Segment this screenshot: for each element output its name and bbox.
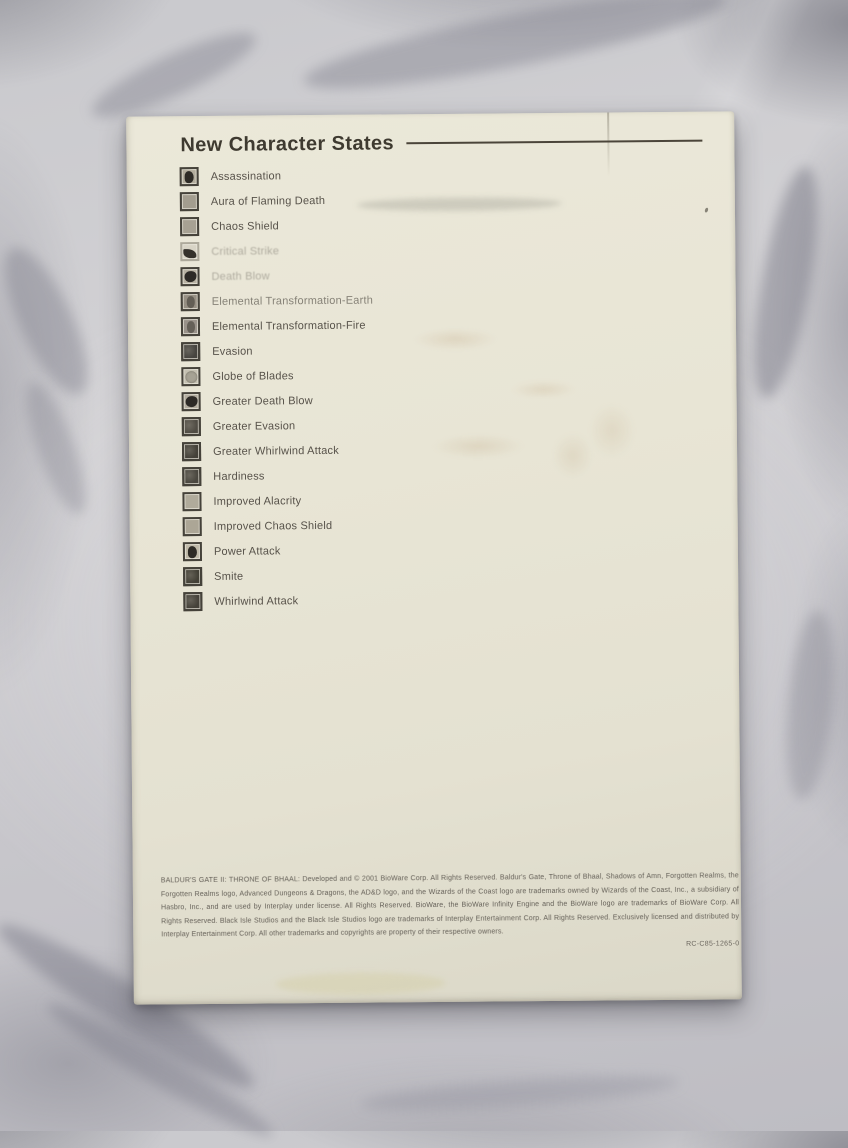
smite-glyph bbox=[185, 569, 200, 584]
smite-icon bbox=[183, 567, 202, 586]
globe-of-blades-icon bbox=[181, 367, 200, 386]
power-attack-icon bbox=[183, 542, 202, 561]
state-label: Smite bbox=[214, 570, 244, 583]
state-label: Improved Chaos Shield bbox=[213, 519, 333, 533]
assassination-icon bbox=[180, 167, 199, 186]
greater-evasion-glyph bbox=[184, 419, 199, 434]
list-item bbox=[181, 288, 374, 315]
death-blow-glyph bbox=[184, 271, 196, 282]
list-item bbox=[180, 213, 373, 240]
state-label: Hardiness bbox=[213, 469, 265, 483]
evasion-icon bbox=[181, 342, 200, 361]
greater-evasion-icon bbox=[182, 417, 201, 436]
list-item bbox=[182, 438, 375, 465]
product-code: RC-C85-1265-0 bbox=[686, 940, 740, 948]
power-attack-glyph bbox=[188, 546, 197, 558]
state-label: Elemental Transformation-Fire bbox=[211, 319, 366, 333]
state-label: Chaos Shield bbox=[211, 219, 279, 233]
evasion-glyph bbox=[183, 344, 198, 359]
elemental-transformation-earth-glyph bbox=[186, 296, 194, 308]
state-label: Globe of Blades bbox=[212, 369, 294, 383]
state-label: Evasion bbox=[212, 345, 253, 358]
title-rule bbox=[406, 140, 702, 145]
marble-vein bbox=[84, 19, 264, 131]
state-label: Death Blow bbox=[211, 269, 270, 283]
death-blow-icon bbox=[180, 267, 199, 286]
ink-smudge bbox=[357, 197, 562, 212]
marble-vein bbox=[15, 376, 97, 520]
improved-chaos-shield-icon bbox=[183, 517, 202, 536]
page-title: New Character States bbox=[180, 132, 395, 157]
list-item bbox=[181, 338, 374, 365]
assassination-glyph bbox=[185, 171, 194, 183]
page-stain bbox=[276, 972, 446, 995]
character-states-list bbox=[180, 163, 376, 615]
section-header bbox=[180, 130, 702, 158]
list-item bbox=[182, 463, 375, 490]
state-label: Greater Evasion bbox=[212, 419, 296, 433]
state-label: Greater Whirlwind Attack bbox=[213, 444, 339, 458]
list-item bbox=[180, 238, 373, 265]
globe-of-blades-glyph bbox=[185, 371, 197, 383]
list-item bbox=[182, 388, 375, 415]
marble-vein bbox=[0, 238, 103, 405]
state-label: Aura of Flaming Death bbox=[210, 194, 326, 208]
elemental-transformation-fire-icon bbox=[181, 317, 200, 336]
hardiness-icon bbox=[182, 467, 201, 486]
list-item bbox=[183, 513, 376, 540]
elemental-transformation-fire-glyph bbox=[186, 321, 194, 333]
greater-whirlwind-attack-icon bbox=[182, 442, 201, 461]
greater-death-blow-icon bbox=[182, 392, 201, 411]
marble-vein bbox=[359, 1069, 680, 1117]
list-item bbox=[182, 413, 375, 440]
state-label: Assassination bbox=[210, 169, 282, 183]
marble-vein bbox=[780, 608, 840, 801]
critical-strike-glyph bbox=[183, 249, 196, 258]
legal-text: BALDUR'S GATE II: THRONE OF BHAAL: Developed and © 2001 BioWare Corp. All Rights Reserved. Baldur's Gate, Throne of Bhaal, Shadows of Amn, Forgotten Realms, the Forgotten Realms logo, Advanced Dungeons & Dragons, the AD&D logo, and the Wizards of the Coast logo are trademarks owned by Wizards of the Coast, Inc., a subsidiary of Hasbro, Inc., and are used by Interplay under license. All Rights Reserved. BioWare, the BioWare Infinity Engine and the BioWare logo are trademarks of BioWare Corp. All Rights Reserved. Black Isle Studios and the Black Isle Studios logo are trademarks of Interplay Entertainment Corp. All Rights Reserved. Exclusively licensed and distributed by Interplay Entertainment Corp. All other trademarks and copyrights are property of their respective owners. bbox=[160, 872, 740, 939]
aura-of-flaming-death-icon bbox=[180, 192, 199, 211]
list-item bbox=[180, 163, 373, 190]
state-label: Greater Death Blow bbox=[212, 394, 313, 408]
greater-whirlwind-attack-glyph bbox=[184, 444, 199, 459]
state-label: Whirlwind Attack bbox=[214, 594, 299, 608]
list-item bbox=[181, 313, 374, 340]
state-label: Power Attack bbox=[213, 544, 281, 558]
whirlwind-attack-icon bbox=[183, 592, 202, 611]
critical-strike-icon bbox=[180, 242, 199, 261]
state-label: Critical Strike bbox=[211, 244, 280, 258]
greater-death-blow-glyph bbox=[185, 396, 197, 407]
state-label: Elemental Transformation-Earth bbox=[211, 294, 374, 308]
elemental-transformation-earth-icon bbox=[181, 292, 200, 311]
list-item bbox=[183, 538, 376, 565]
ink-speck bbox=[704, 207, 708, 213]
list-item bbox=[183, 588, 376, 615]
manual-back-page bbox=[126, 111, 742, 1004]
chaos-shield-icon bbox=[180, 217, 199, 236]
improved-alacrity-icon bbox=[182, 492, 201, 511]
state-label: Improved Alacrity bbox=[213, 494, 302, 508]
hardiness-glyph bbox=[184, 469, 199, 484]
list-item bbox=[183, 563, 376, 590]
whirlwind-attack-glyph bbox=[185, 594, 200, 609]
list-item bbox=[181, 363, 374, 390]
list-item bbox=[182, 488, 375, 515]
list-item bbox=[180, 263, 373, 290]
page-stain bbox=[567, 390, 658, 471]
list-item bbox=[180, 188, 373, 215]
